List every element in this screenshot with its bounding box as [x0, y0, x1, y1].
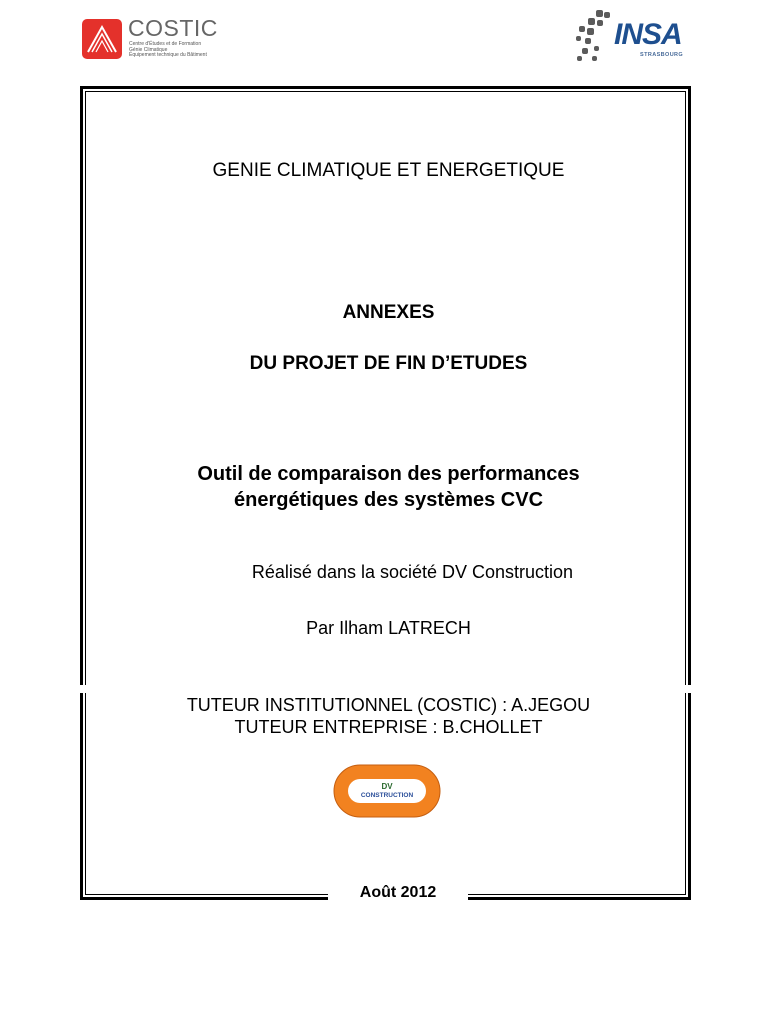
project-heading: DU PROJET DE FIN D’ETUDES	[249, 353, 528, 374]
tutors-block	[83, 694, 694, 738]
insa-logo	[574, 8, 692, 64]
dv-construction-logo	[333, 764, 441, 818]
insa-city: STRASBOURG	[640, 52, 684, 58]
report-title-line2: énergétiques des systèmes CVC	[233, 489, 544, 511]
cover-frame	[80, 86, 691, 900]
costic-tagline: Centre d'Études et de Formation Génie Climatique Équipement technique du Bâtiment	[129, 41, 207, 59]
report-title	[83, 461, 694, 513]
costic-emblem-icon	[82, 19, 122, 59]
report-title-line1: Outil de comparaison des performances	[197, 463, 580, 485]
svg-text:CONSTRUCTION: CONSTRUCTION	[360, 792, 414, 799]
svg-text:DV: DV	[381, 782, 393, 791]
domain-title: GENIE CLIMATIQUE ET ENERGETIQUE	[212, 160, 565, 181]
author-line: Par Ilham LATRECH	[306, 618, 471, 638]
tutor-company: TUTEUR ENTREPRISE : B.CHOLLET	[234, 717, 543, 737]
costic-name: COSTIC	[128, 15, 218, 41]
tutor-institutional: TUTEUR INSTITUTIONNEL (COSTIC) : A.JEGOU	[186, 695, 591, 715]
insa-name: INSA	[614, 18, 682, 51]
date-label: Août 2012	[328, 883, 468, 903]
annexes-heading: ANNEXES	[342, 302, 435, 323]
costic-logo	[82, 16, 222, 60]
company-line: Réalisé dans la société DV Construction	[251, 562, 574, 582]
